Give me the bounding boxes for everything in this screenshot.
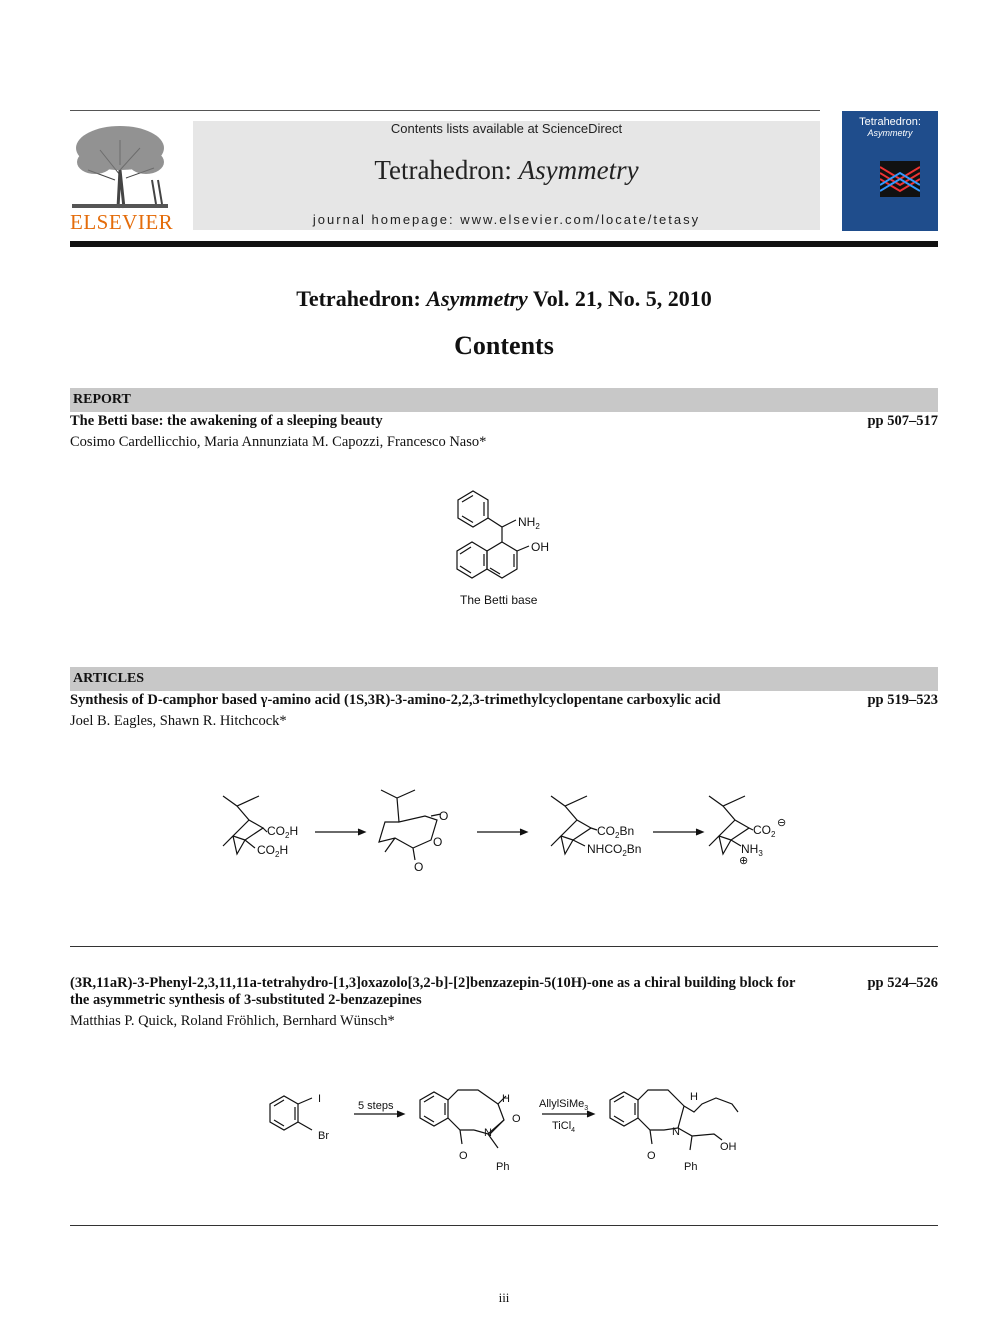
entry-1-title[interactable]: The Betti base: the awakening of a sleeping beauty	[70, 413, 383, 429]
cover-title-line-1: Tetrahedron:	[859, 116, 921, 128]
page-number: iii	[498, 1290, 510, 1305]
iodo-label: I	[318, 1093, 322, 1105]
o-label-carbonyl-1: O	[459, 1150, 468, 1162]
h-label-1: H	[502, 1093, 510, 1105]
entry-2-title[interactable]: Synthesis of D-camphor based γ-amino acid (1S,3R)-3-amino-2,2,3-trimethylcyclopentane carboxylic acid	[70, 692, 721, 708]
entry-separator-2	[70, 1225, 938, 1226]
ph-label-2: Ph	[684, 1161, 698, 1173]
issue-volume: Vol. 21, No. 5, 2010	[527, 286, 712, 311]
journal-cover-thumbnail	[842, 111, 938, 231]
issue-journal-italic: Asymmetry	[426, 286, 528, 311]
co2h-label-2: $CO_2H$	[257, 843, 289, 859]
bromo-label: Br	[318, 1130, 329, 1142]
minus-charge-icon: ⊖	[777, 817, 787, 829]
entry-3-pages: pp 524–526	[867, 975, 938, 991]
journal-title-italic: Asymmetry	[518, 155, 639, 185]
ph-label-1: Ph	[496, 1161, 510, 1173]
plus-charge-icon: ⊕	[739, 855, 749, 867]
co2h-label-1: $CO_2H$	[267, 824, 299, 840]
o-label-ring: O	[512, 1113, 521, 1125]
anhydride-o-1: O	[439, 809, 449, 823]
header-thick-rule	[70, 241, 938, 247]
publisher-name: ELSEVIER	[70, 210, 174, 234]
header-top-rule	[70, 110, 820, 111]
n-label-1: N	[484, 1127, 492, 1139]
anhydride-o-2: O	[433, 835, 443, 849]
issue-title	[0, 286, 992, 312]
entry-1-authors: Cosimo Cardellicchio, Maria Annunziata M. Capozzi, Francesco Naso*	[70, 434, 487, 450]
journal-title-plain: Tetrahedron:	[374, 155, 519, 185]
anhydride-o-3: O	[414, 860, 424, 874]
entry-1-pages: pp 507–517	[867, 413, 938, 429]
co2bn-label: $CO_2Bn$	[597, 824, 635, 840]
cover-title-line-2: Asymmetry	[867, 128, 913, 138]
entry-2-pages: pp 519–523	[867, 692, 938, 708]
reagent-2a: AllylSiMe$_3$	[539, 1098, 589, 1112]
journal-title	[193, 155, 820, 186]
entry-2-authors: Joel B. Eagles, Shawn R. Hitchcock*	[70, 713, 287, 729]
sciencedirect-availability[interactable]: Contents lists available at ScienceDirect	[390, 121, 623, 136]
nh2-label: $NH_2$	[518, 515, 540, 531]
nhco2bn-label: $NHCO_2Bn$	[587, 842, 642, 858]
entry-3-title[interactable]: (3R,11aR)-3-Phenyl-2,3,11,11a-tetrahydro-[1,3]oxazolo[3,2-b]-[2]benzazepin-5(10H)-one as a chiral building block for the asymmetric synthesis of 3-substituted 2-benzazepines	[70, 975, 796, 1008]
entry-1-graphical-abstract	[440, 488, 580, 613]
reagent-2b: TiCl$_4$	[552, 1120, 576, 1134]
reagent-1: 5 steps	[358, 1100, 394, 1112]
entry-3-authors: Matthias P. Quick, Roland Fröhlich, Bernhard Wünsch*	[70, 1013, 395, 1029]
journal-homepage-link[interactable]: journal homepage: www.elsevier.com/locate/tetasy	[312, 212, 701, 227]
h-label-2: H	[690, 1091, 698, 1103]
oh-label-2: OH	[720, 1141, 737, 1153]
o-label-carbonyl-2: O	[647, 1150, 656, 1162]
section-report-label: REPORT	[73, 392, 131, 407]
issue-journal-plain: Tetrahedron:	[296, 286, 427, 311]
cover-title	[842, 117, 938, 139]
section-report	[70, 388, 938, 412]
oh-label: OH	[531, 540, 549, 554]
contents-heading: Contents	[454, 331, 554, 360]
nh3-label: $NH_3$	[741, 842, 763, 858]
cover-art-icon	[880, 161, 920, 197]
n-label-2: N	[672, 1126, 680, 1138]
entry-1-graphic-caption: The Betti base	[460, 593, 538, 607]
entry-2-graphical-abstract	[215, 780, 795, 880]
section-articles-label: ARTICLES	[73, 671, 145, 686]
entry-separator-1	[70, 946, 938, 947]
section-articles	[70, 667, 938, 691]
co2-minus-label: $CO_2$	[753, 823, 776, 839]
entry-3-graphical-abstract	[262, 1082, 752, 1177]
